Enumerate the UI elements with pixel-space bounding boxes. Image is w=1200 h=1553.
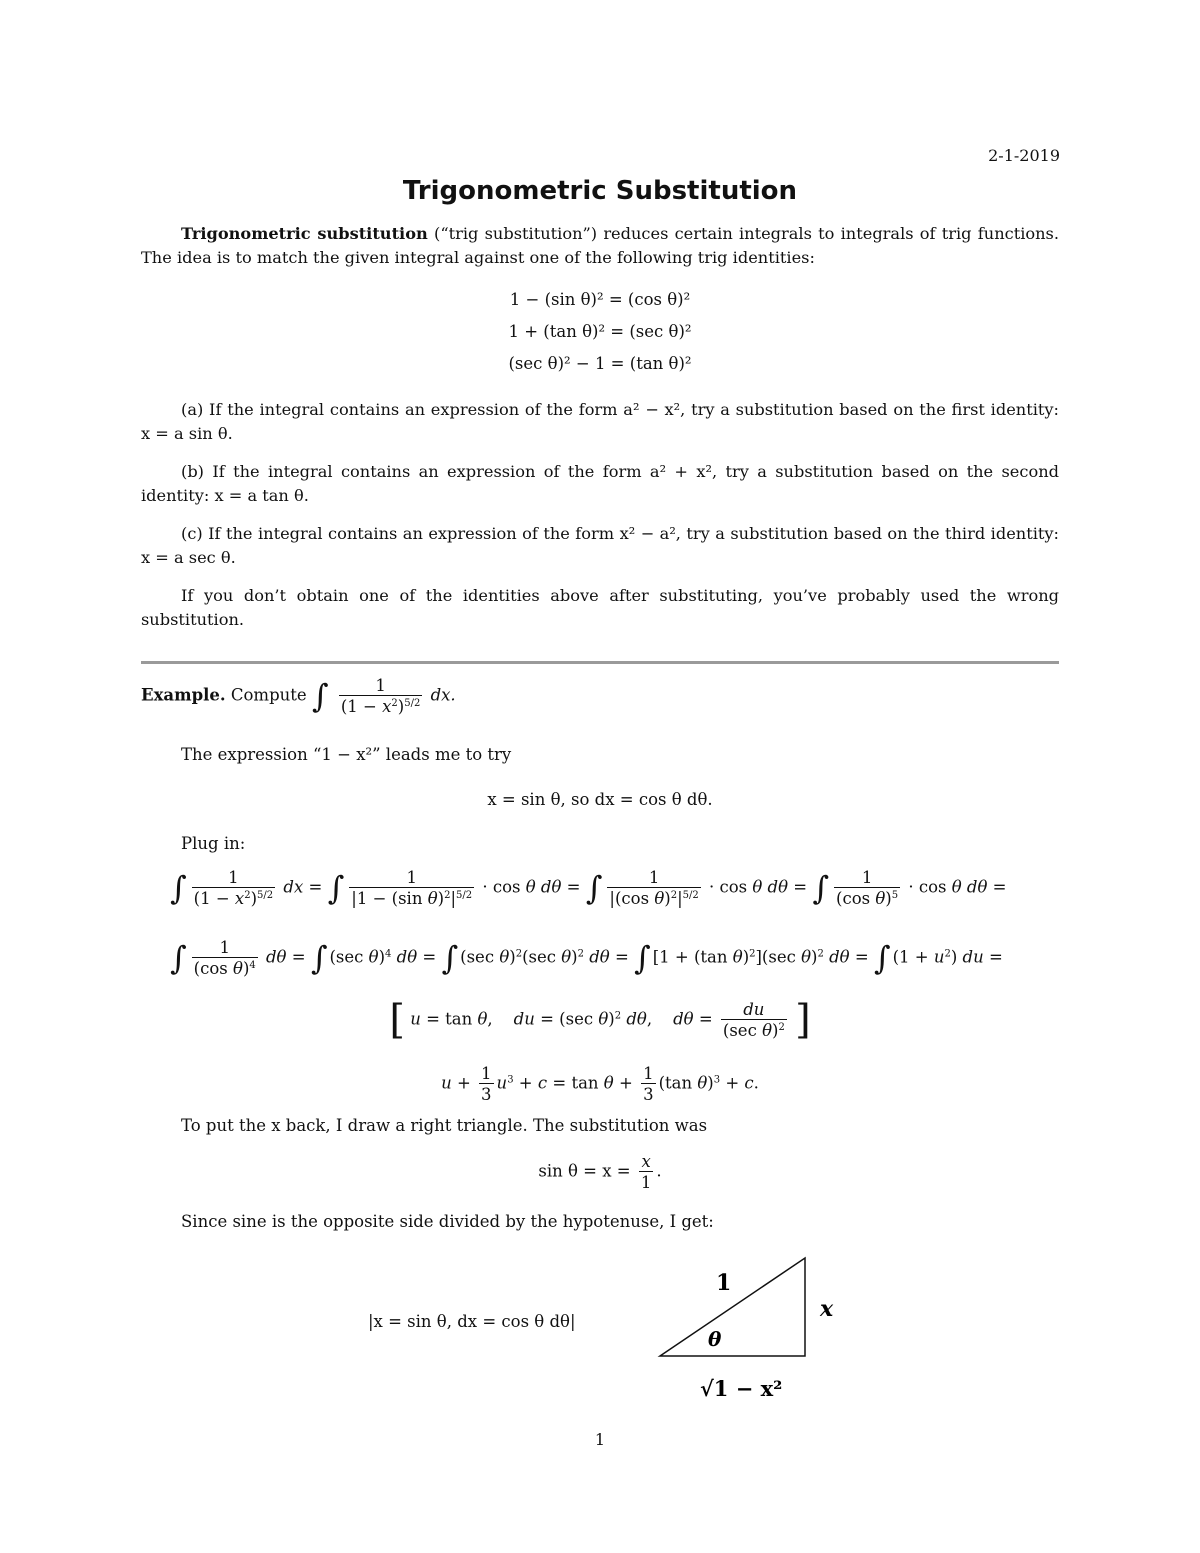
- opposite-label: x: [820, 1296, 834, 1322]
- boxed-substitution: |x = sin θ, dx = cos θ dθ|: [368, 1312, 576, 1331]
- plug-in-label: Plug in:: [181, 834, 246, 853]
- expression-line: The expression “1 − x²” leads me to try: [181, 745, 512, 764]
- sine-eq-text: sin θ = x =: [538, 1161, 631, 1181]
- page-number: 1: [594, 1430, 606, 1449]
- closing-paragraph: If you don’t obtain one of the identities above after substituting, you’ve probably used the wrong substitution.: [141, 586, 1059, 629]
- sine-equation: sin θ = x = $\frac{x}{1}$ .: [538, 1152, 662, 1192]
- example-line: Example. Compute ∫ $\frac{1}{(1 - x^2)^{5/2}}$ dx.: [141, 676, 456, 716]
- u-substitution: [ u = tan θ, du = (sec θ)$^2$ dθ, dθ = $\frac{du}{(\sec \theta)^2}$ ]: [389, 997, 811, 1043]
- intro-paragraph: [141, 222, 1059, 270]
- section-divider: [141, 661, 1059, 664]
- identity-3: (sec θ)² − 1 = (tan θ)²: [508, 354, 692, 373]
- substitution-line: x = sin θ, so dx = cos θ dθ.: [487, 790, 713, 809]
- page-title: Trigonometric Substitution: [402, 176, 798, 206]
- case-b: (b) If the integral contains an expression of the form a² + x², try a substitution based on the second identity: x = a tan θ.: [141, 462, 1059, 505]
- computation-row-2: ∫ $\frac{1}{(\cos \theta)^4}$ dθ = ∫ (sec θ)$^4$ dθ = ∫ (sec θ)$^2$(sec θ)$^2$ dθ = ∫ [1 + (tan θ)$^2$](sec θ)$^2$ dθ = ∫ $(1 + u^2)$ du =: [170, 938, 1003, 978]
- since-line: Since sine is the opposite side divided by the hypotenuse, I get:: [181, 1212, 714, 1231]
- triangle-intro: To put the x back, I draw a right triangle. The substitution was: [181, 1116, 708, 1135]
- date: 2-1-2019: [988, 146, 1060, 165]
- identity-1: 1 − (sin θ)² = (cos θ)²: [509, 290, 691, 309]
- sine-frac-den: 1: [640, 1173, 652, 1192]
- example-label: Example.: [141, 685, 226, 705]
- triangle-shape: [660, 1258, 805, 1356]
- intro-text: (“trig substitution”) reduces certain integrals to integrals of trig functions. The idea is to match the given integral against one of the following trig identities:: [141, 224, 1059, 267]
- antiderivative-result: u + $\frac{1}{3}$ $u^3 + c = \tan \theta$ + $\frac{1}{3}$ (tan θ)$^3$ + c.: [441, 1064, 759, 1104]
- identity-2: 1 + (tan θ)² = (sec θ)²: [508, 322, 692, 341]
- sine-frac-num: x: [641, 1152, 651, 1171]
- intro-term: Trigonometric substitution: [181, 224, 428, 243]
- right-triangle-diagram: [650, 1250, 850, 1410]
- example-num: 1: [375, 676, 386, 695]
- case-a: (a) If the integral contains an expression of the form a² − x², try a substitution based on the first identity: x = a sin θ.: [141, 400, 1059, 443]
- angle-label: θ: [708, 1327, 722, 1351]
- hypotenuse-label: 1: [716, 1270, 732, 1296]
- example-compute: Compute: [230, 685, 307, 705]
- example-dx: dx.: [430, 685, 456, 705]
- adjacent-label: √1 − x²: [700, 1376, 783, 1401]
- computation-row-1: ∫ $\frac{1}{(1 - x^2)^{5/2}}$ dx = ∫ $\frac{1}{|1 - (\sin \theta)^2|^{5/2}}$ · cos θ dθ = ∫ $\frac{1}{|(\cos \theta)^2|^{5/2}}$ · cos θ dθ = ∫ $\frac{1}{(\cos \theta)^5}$ · cos θ dθ =: [170, 868, 1007, 908]
- case-c: (c) If the integral contains an expression of the form x² − a², try a substitution based on the third identity: x = a sec θ.: [141, 524, 1059, 567]
